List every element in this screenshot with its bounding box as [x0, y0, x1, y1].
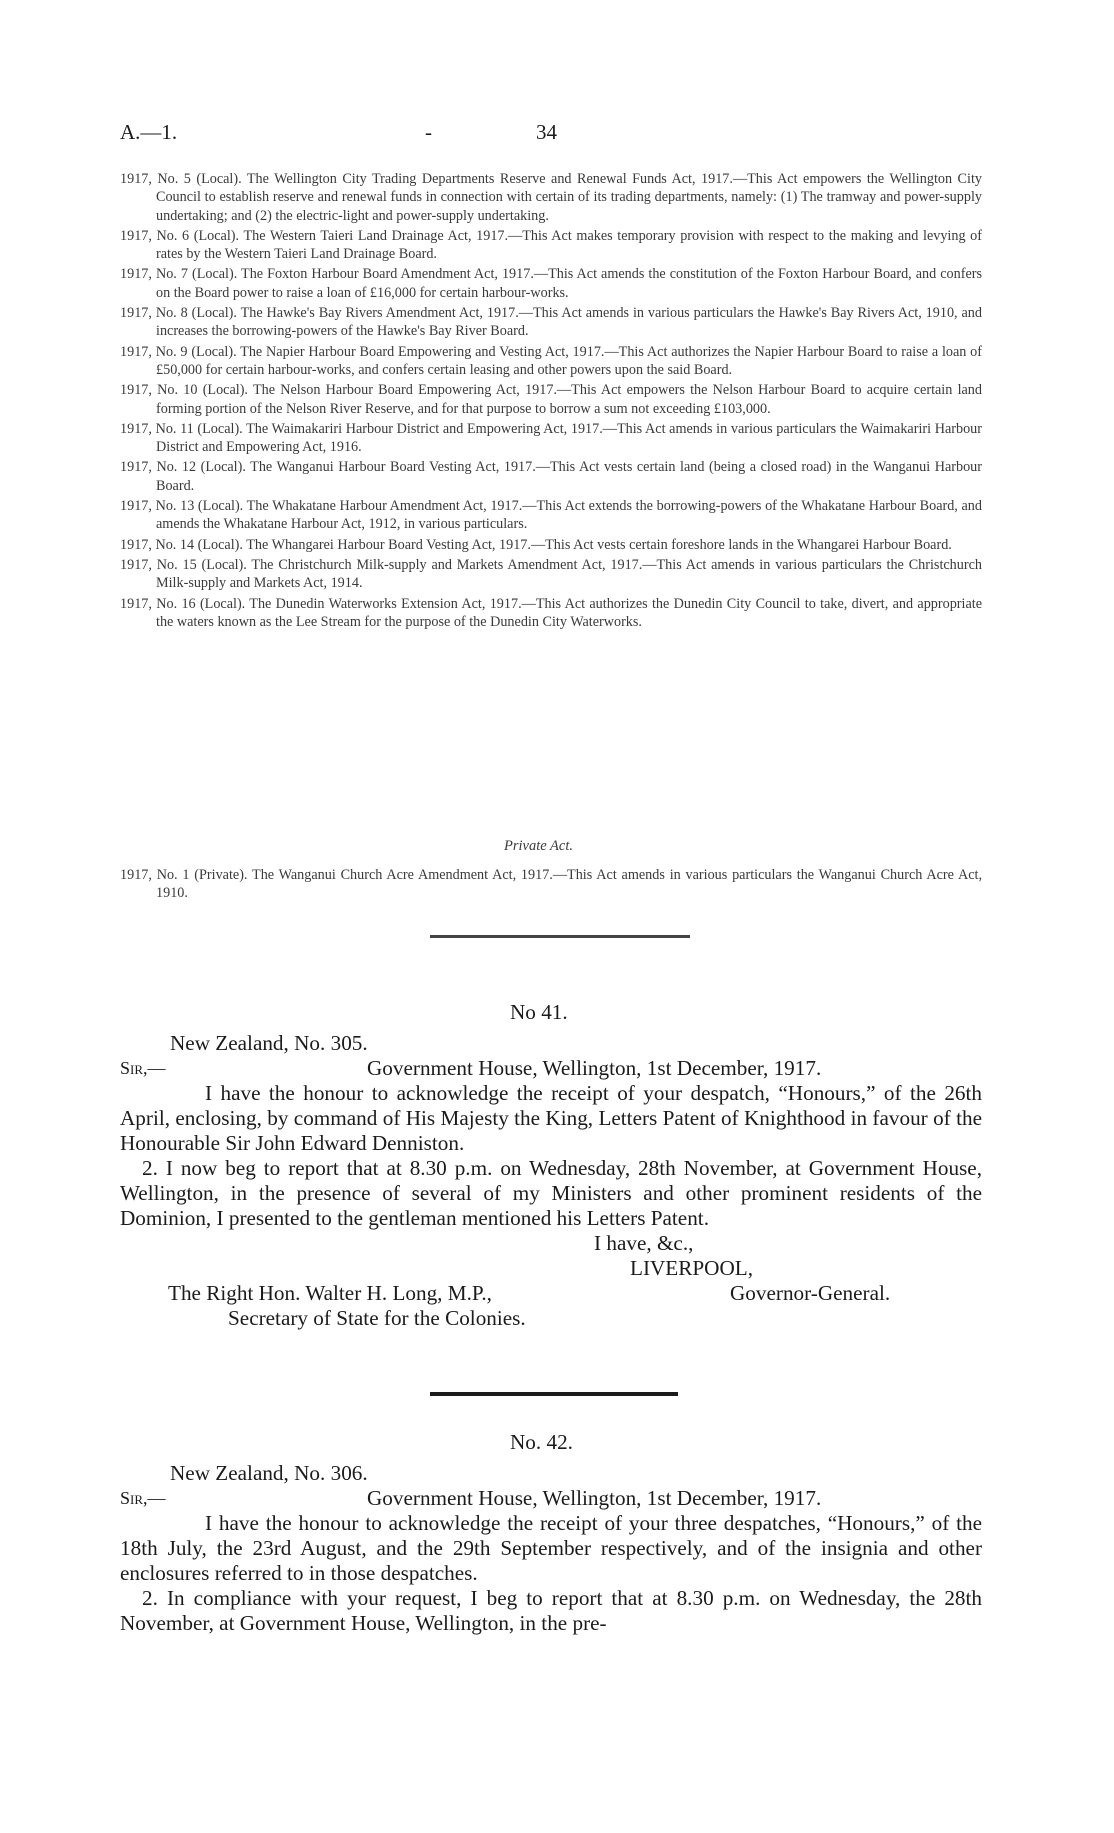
letter-41 — [120, 1000, 982, 1331]
letter-number: No. 42. — [510, 1430, 573, 1454]
local-act-entry: 1917, No. 9 (Local). The Napier Harbour Board Empowering and Vesting Act, 1917.—This Act authorizes the Napier Harbour Board to raise a loan of £50,000 for certain harbour-works, and confers certain leasing and other powers upon the said Board. — [120, 343, 982, 378]
private-act-list — [120, 866, 982, 905]
page-header-series: A.—1. — [120, 120, 178, 144]
letter-reference: New Zealand, No. 305. — [170, 1031, 368, 1055]
local-act-entry: 1917, No. 14 (Local). The Whangarei Harbour Board Vesting Act, 1917.—This Act vests certain foreshore lands in the Whangarei Harbour Board. — [120, 536, 952, 553]
local-acts-list — [120, 170, 982, 633]
private-act-entry: 1917, No. 1 (Private). The Wanganui Church Acre Amendment Act, 1917.—This Act amends in various particulars the Wanganui Church Acre Act, 1910. — [120, 867, 982, 902]
local-act-entry: 1917, No. 11 (Local). The Waimakariri Harbour District and Empowering Act, 1917.—This Act amends in various particulars the Waimakariri Harbour District and Empowering Act, 1916. — [120, 420, 982, 456]
letter-number: No 41. — [510, 1000, 568, 1024]
salutation: Sir,— — [120, 1488, 166, 1508]
signature-title: Governor-General. — [730, 1281, 891, 1305]
addressee-title: Secretary of State for the Colonies. — [228, 1306, 526, 1330]
signature: LIVERPOOL, — [630, 1256, 753, 1280]
local-act-entry: 1917, No. 12 (Local). The Wanganui Harbour Board Vesting Act, 1917.—This Act vests certain land (being a closed road) in the Wanganui Harbour Board. — [120, 459, 982, 494]
local-act-entry: 1917, No. 5 (Local). The Wellington City Trading Departments Reserve and Renewal Funds Act, 1917.—This Act empowers the Wellington City Council to establish reserve and renewal funds in connection with certain of its trading departments, namely: (1) The tramway and power-supply undertaking; and (2) the electric-light and power-supply undertaking. — [120, 171, 982, 224]
local-act-entry: 1917, No. 13 (Local). The Whakatane Harbour Amendment Act, 1917.—This Act extends the borrowing-powers of the Whakatane Harbour Board, and amends the Whakatane Harbour Act, 1912, in various particulars. — [120, 498, 982, 533]
private-act-heading: Private Act. — [504, 838, 573, 854]
salutation-line — [120, 1486, 982, 1511]
address-date: Government House, Wellington, 1st December, 1917. — [367, 1486, 822, 1510]
addressee-name: The Right Hon. Walter H. Long, M.P., — [168, 1281, 492, 1305]
letter-paragraph: 2. I now beg to report that at 8.30 p.m. on Wednesday, 28th November, at Government House, Wellington, in the presence of several of my Ministers and other prominent residents of the Dominion, I presented to the gentleman mentioned his Letters Patent. — [120, 1156, 982, 1230]
letter-paragraph: I have the honour to acknowledge the receipt of your three despatches, “Honours,” of the 18th July, the 23rd August, and the 29th September respectively, and of the insignia and other enclosures referred to in those despatches. — [120, 1511, 982, 1585]
closing: I have, &c., — [594, 1231, 694, 1255]
address-date: Government House, Wellington, 1st December, 1917. — [367, 1056, 822, 1080]
section-divider — [430, 935, 690, 938]
letter-42 — [120, 1430, 982, 1636]
local-act-entry: 1917, No. 16 (Local). The Dunedin Waterworks Extension Act, 1917.—This Act authorizes the Dunedin City Council to take, divert, and appropriate the waters known as the Lee Stream for the purpose of the Dunedin City Waterworks. — [120, 595, 982, 630]
page-header-dash: - — [425, 120, 432, 144]
local-act-entry: 1917, No. 7 (Local). The Foxton Harbour Board Amendment Act, 1917.—This Act amends the constitution of the Foxton Harbour Board, and confers on the Board power to raise a loan of £16,000 for certain harbour-works. — [120, 266, 982, 301]
local-act-entry: 1917, No. 8 (Local). The Hawke's Bay Rivers Amendment Act, 1917.—This Act amends in various particulars the Hawke's Bay Rivers Act, 1910, and increases the borrowing-powers of the Hawke's Bay River Board. — [120, 305, 982, 340]
addressee-line — [120, 1281, 982, 1306]
letter-paragraph: I have the honour to acknowledge the receipt of your despatch, “Honours,” of the 26th April, enclosing, by command of His Majesty the King, Letters Patent of Knighthood in favour of the Honourable Sir John Edward Denniston. — [120, 1081, 982, 1155]
local-act-entry: 1917, No. 6 (Local). The Western Taieri Land Drainage Act, 1917.—This Act makes temporary provision with respect to the making and levying of rates by the Western Taieri Land Drainage Board. — [120, 227, 982, 263]
section-divider — [430, 1392, 678, 1396]
salutation: Sir,— — [120, 1058, 166, 1078]
signature-line — [120, 1256, 982, 1281]
page-number: 34 — [536, 120, 557, 144]
local-act-entry: 1917, No. 15 (Local). The Christchurch Milk-supply and Markets Amendment Act, 1917.—This Act amends in various particulars the Christchurch Milk-supply and Markets Act, 1914. — [120, 556, 982, 592]
addressee-title-line — [120, 1306, 982, 1331]
salutation-line — [120, 1056, 982, 1081]
closing-line — [120, 1231, 982, 1256]
letter-reference: New Zealand, No. 306. — [170, 1461, 368, 1485]
letter-paragraph: 2. In compliance with your request, I beg to report that at 8.30 p.m. on Wednesday, the 28th November, at Government House, Wellington, in the pre- — [120, 1586, 982, 1635]
local-act-entry: 1917, No. 10 (Local). The Nelson Harbour Board Empowering Act, 1917.—This Act empowers the Nelson Harbour Board to acquire certain land forming portion of the Nelson River Reserve, and for that purpose to borrow a sum not exceeding £103,000. — [120, 382, 982, 417]
